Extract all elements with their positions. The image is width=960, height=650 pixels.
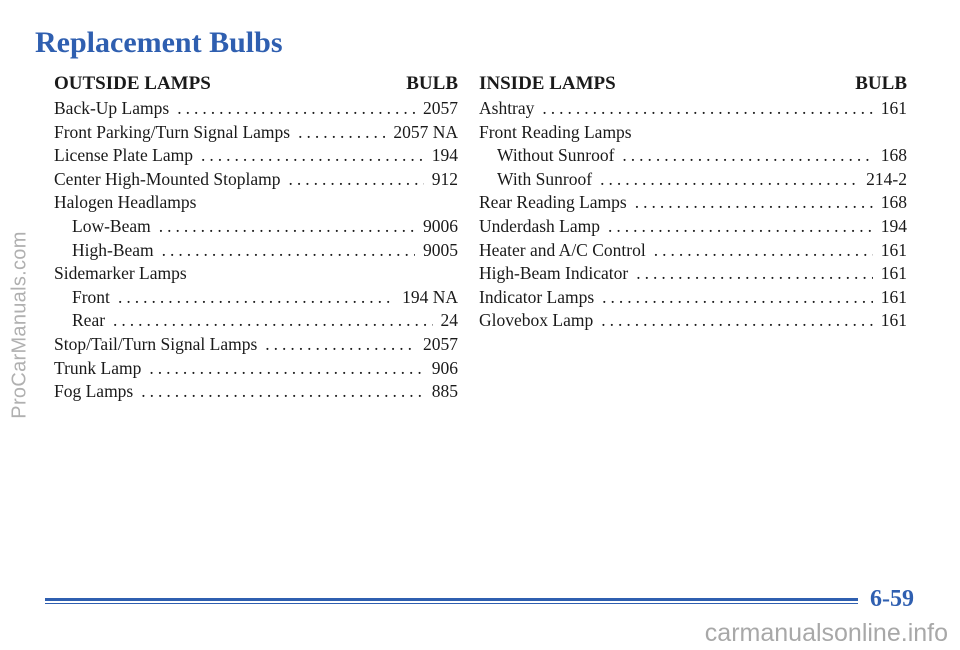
lamp-label: Front Parking/Turn Signal Lamps: [54, 121, 291, 142]
lamp-label: High-Beam Indicator: [479, 263, 629, 284]
bulb-row: [479, 262, 907, 286]
bulb-number: 194 NA: [402, 286, 458, 307]
dot-leader: [141, 380, 424, 404]
lamp-label: Without Sunroof: [497, 145, 615, 166]
bulb-row: [54, 97, 458, 121]
lamp-label: Front: [72, 286, 110, 307]
inside-bulb-heading: BULB: [855, 73, 907, 94]
lamp-label: Center High-Mounted Stoplamp: [54, 168, 281, 189]
dot-leader: [602, 286, 873, 310]
lamp-label: Underdash Lamp: [479, 215, 601, 236]
bulb-number: 161: [880, 286, 907, 307]
footer-rule: [45, 598, 858, 604]
bulb-number: 2057: [423, 98, 458, 118]
bulb-row: [54, 239, 458, 263]
lamp-label: High-Beam: [72, 239, 154, 260]
dot-leader: [289, 168, 424, 192]
bulb-row: [54, 333, 458, 357]
dot-leader: [149, 357, 423, 381]
side-watermark: [0, 0, 40, 650]
bulb-number: 161: [880, 239, 907, 260]
dot-leader: [636, 262, 873, 286]
bulb-row: [54, 144, 458, 168]
dot-leader: [600, 168, 858, 192]
bulb-number: 2057: [423, 333, 458, 354]
outside-lamps-header: [54, 70, 458, 97]
lamp-group-label: Sidemarker Lamps: [54, 263, 187, 284]
inside-lamps-header: [479, 70, 907, 97]
dot-leader: [162, 239, 415, 263]
lamp-label: Indicator Lamps: [479, 286, 595, 307]
dot-leader: [542, 97, 872, 121]
bulb-number: 161: [880, 310, 907, 331]
lamp-label: Heater and A/C Control: [479, 239, 646, 260]
dot-leader: [635, 191, 873, 215]
inside-lamps-column: [479, 70, 907, 333]
bulb-number: 194: [431, 145, 458, 166]
bulb-number: 906: [431, 357, 458, 378]
dot-leader: [201, 144, 424, 168]
bulb-number: 168: [880, 192, 907, 213]
bulb-row: [479, 97, 907, 121]
bulb-number: 2057 NA: [393, 121, 458, 142]
lamp-label: Low-Beam: [72, 215, 151, 236]
bulb-number: 214-2: [866, 168, 907, 189]
dot-leader: [265, 333, 415, 357]
bulb-row: [54, 309, 458, 333]
dot-leader: [118, 286, 394, 310]
lamp-label: License Plate Lamp: [54, 145, 193, 166]
lamp-label: Back-Up Lamps: [54, 98, 170, 118]
dot-leader: [298, 121, 385, 145]
outside-lamps-heading: OUTSIDE LAMPS: [54, 73, 211, 94]
lamp-group-label: Front Reading Lamps: [479, 121, 632, 142]
outside-lamps-column: [54, 70, 458, 404]
lamp-label: Trunk Lamp: [54, 357, 142, 378]
bulb-number: 912: [431, 168, 458, 189]
side-watermark-text: ProCarManuals.com: [8, 231, 31, 419]
bulb-row: [479, 309, 907, 333]
page-title: Replacement Bulbs: [35, 26, 283, 59]
bulb-number: 194: [880, 215, 907, 236]
dot-leader: [608, 215, 873, 239]
lamp-label: With Sunroof: [497, 168, 593, 189]
dot-leader: [177, 97, 415, 121]
bulb-group-heading: [54, 191, 458, 215]
bulb-row: [479, 168, 907, 192]
bulb-group-heading: [54, 262, 458, 286]
bulb-row: [54, 215, 458, 239]
dot-leader: [159, 215, 415, 239]
lamp-label: Rear Reading Lamps: [479, 192, 627, 213]
bulb-number: 24: [440, 310, 458, 331]
bulb-number: 9005: [423, 239, 458, 260]
lamp-group-label: Halogen Headlamps: [54, 192, 197, 213]
footer-rule-thick: [45, 598, 858, 601]
bulb-row: [479, 239, 907, 263]
page-number: 6-59: [870, 586, 914, 612]
footer-rule-thin: [45, 603, 858, 604]
dot-leader: [622, 144, 872, 168]
bulb-number: 9006: [423, 215, 458, 236]
bulb-number: 161: [880, 98, 907, 118]
lamp-label: Ashtray: [479, 98, 535, 118]
bulb-row: [54, 168, 458, 192]
inside-lamps-heading: INSIDE LAMPS: [479, 73, 616, 94]
bulb-row: [54, 121, 458, 145]
lamp-label: Glovebox Lamp: [479, 310, 594, 331]
bulb-number: 161: [880, 263, 907, 284]
bulb-group-heading: [479, 121, 907, 145]
bulb-number: 168: [880, 145, 907, 166]
bulb-row: [479, 215, 907, 239]
bulb-row: [479, 286, 907, 310]
bulb-row: [54, 357, 458, 381]
lamp-label: Rear: [72, 310, 106, 331]
bulb-row: [479, 144, 907, 168]
bottom-watermark: carmanualsonline.info: [704, 619, 948, 647]
bulb-row: [54, 286, 458, 310]
lamp-label: Fog Lamps: [54, 381, 134, 402]
bulb-number: 885: [431, 381, 458, 402]
outside-bulb-heading: BULB: [406, 73, 458, 94]
lamp-label: Stop/Tail/Turn Signal Lamps: [54, 333, 258, 354]
bulb-row: [54, 380, 458, 404]
dot-leader: [654, 239, 873, 263]
bulb-row: [479, 191, 907, 215]
dot-leader: [601, 309, 873, 333]
dot-leader: [113, 309, 432, 333]
